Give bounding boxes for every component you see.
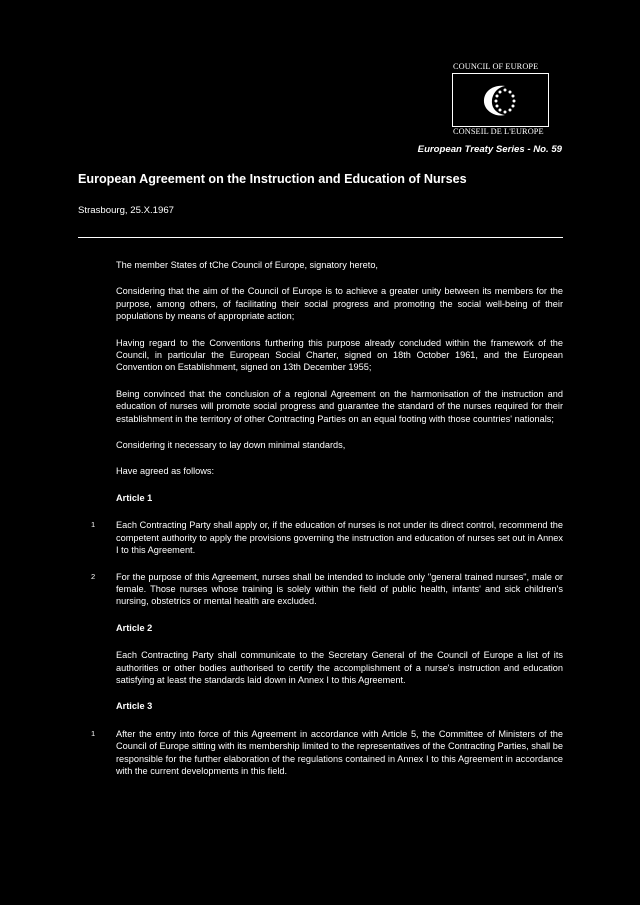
article-2-text: Each Contracting Party shall communicate to the Secretary General of the Council of Europe a list of its authorities or other bodies authorised to certify the accomplishment of a nurse's instruction and education satisfying at least the standards laid down in Annex I to this Agreement.: [116, 650, 563, 685]
paragraph-number: 1: [91, 520, 96, 530]
title-divider: [78, 237, 563, 238]
paragraph-text: After the entry into force of this Agreement in accordance with Article 5, the Committee of Ministers of the Council of Europe sitting with its membership limited to the representatives of the Contracting Parties, shall be responsible for the further elaboration of the regulations contained in Annex I to this Agreement in accordance with the current developments in this field.: [116, 728, 563, 776]
preamble-conventions: Having regard to the Conventions furthering this purpose already concluded within the framework of the Council, in particular the European Social Charter, signed on 18th October 1961, and the European Convention on Establishment, signed on 13th December 1955;: [116, 337, 563, 373]
preamble-agreement: Have agreed as follows:: [116, 466, 215, 477]
article-3-heading: Article 3: [116, 701, 153, 712]
preamble-conviction: Being convinced that the conclusion of a regional Agreement on the harmonisation of the instruction and education of nurses will promote social progress and guarantee the standard of the nurses required for their establishment in the territory of other Contracting Parties on an equal footing with those countries' nationals;: [116, 388, 563, 424]
treaty-series-label: European Treaty Series - No. 59: [417, 144, 562, 155]
article-1-paragraph-1: [91, 519, 563, 556]
place-date: Strasbourg, 25.X.1967: [78, 205, 175, 216]
document-title: European Agreement on the Instruction and Education of Nurses: [78, 172, 467, 186]
preamble-signatories: The member States of tChe Council of Europe, signatory hereto,: [116, 260, 378, 270]
treaty-body: [78, 259, 563, 791]
article-2-heading: Article 2: [116, 622, 153, 633]
preamble-aim: Considering that the aim of the Council of Europe is to achieve a greater unity between its members for the purpose, among others, of facilitating their social progress and promoting the social well-being of their populations by means of appropriate action;: [116, 286, 563, 322]
article-1-paragraph-2: [91, 571, 563, 608]
paragraph-text: Each Contracting Party shall apply or, if the education of nurses is not under its direct control, recommend the competent authority to apply the provisions governing the instruction and education of nurses set out in Annex I to this Agreement.: [116, 520, 563, 556]
preamble-minimal-standards: Considering it necessary to lay down minimal standards,: [116, 440, 346, 451]
paragraph-text: For the purpose of this Agreement, nurses shall be intended to include only "general trained nurses", male or female. Those nurses whose training is solely within the field of public health, infants' and sick children's nursing, obstetrics or mental health are excluded.: [116, 571, 563, 607]
article-1-heading: Article 1: [116, 492, 153, 503]
org-name-french: CONSEIL DE L'EUROPE: [453, 127, 544, 136]
paragraph-number: 1: [91, 728, 96, 738]
council-of-europe-emblem-icon: [475, 80, 527, 122]
article-3-paragraph-1: [91, 728, 563, 778]
emblem-frame: [452, 73, 549, 127]
org-name-english: COUNCIL OF EUROPE: [453, 62, 539, 71]
paragraph-number: 2: [91, 571, 96, 581]
